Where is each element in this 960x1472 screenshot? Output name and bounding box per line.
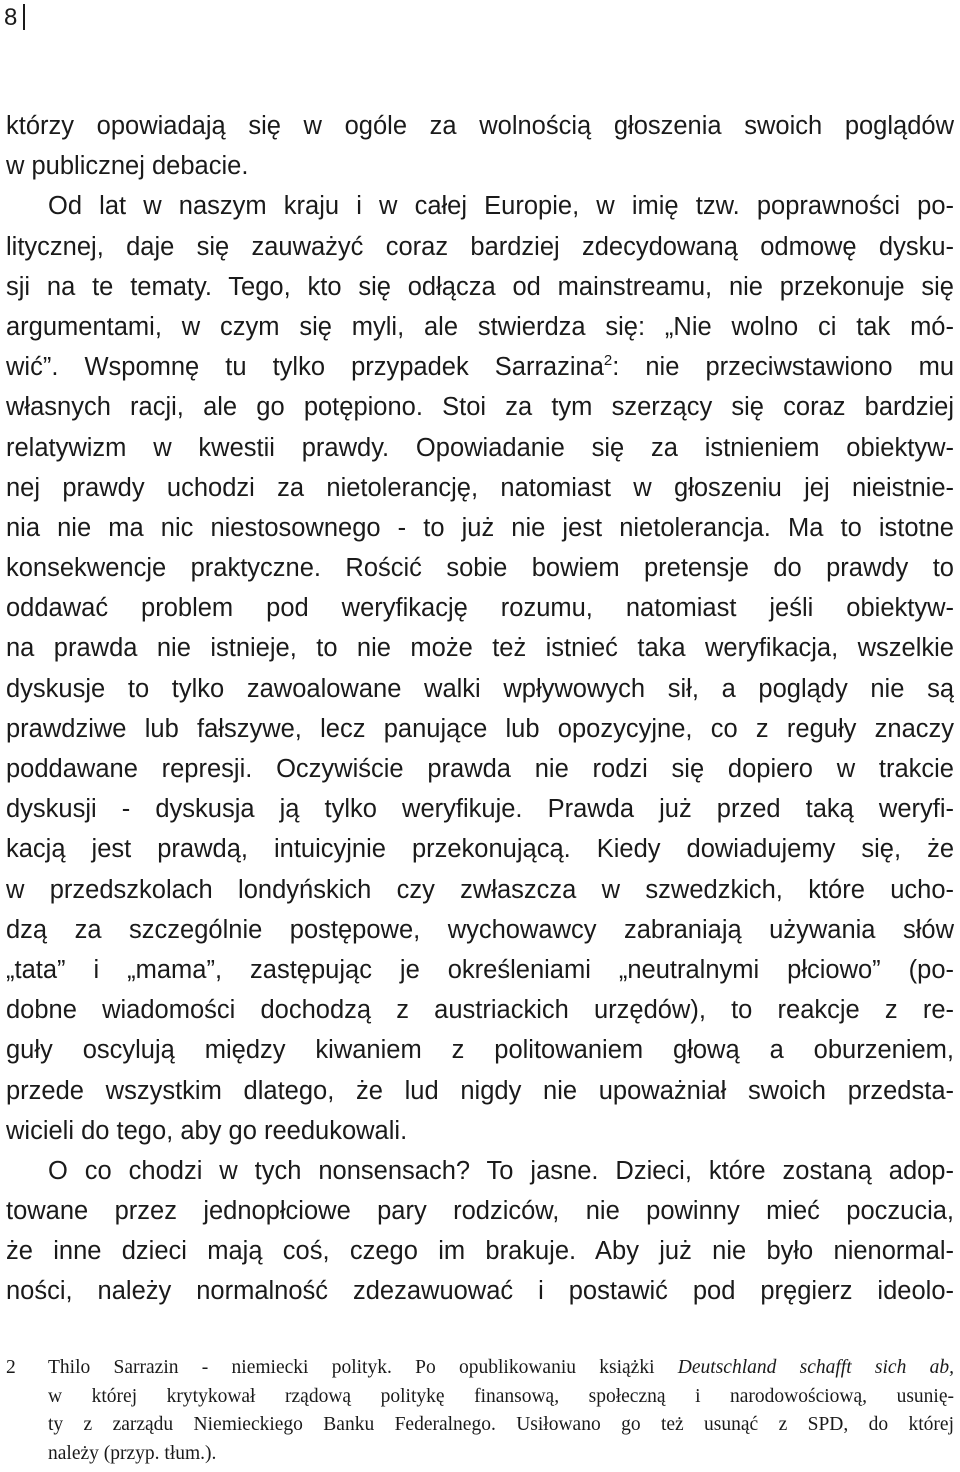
body-line: w publicznej debacie. (6, 152, 249, 181)
body-line: na prawda nie istnieje, to nie może też istnieć taka weryfikacja, wszelkie (6, 634, 954, 663)
footnote-line: ty z zarządu Niemieckiego Banku Federalnego. Usiłowano go też usunąć z SPD, do której (48, 1414, 954, 1435)
body-line: ności, należy normalność zdezawuować i postawić pod pręgierz ideolo- (6, 1277, 954, 1306)
body-line: relatywizm w kwestii prawdy. Opowiadanie się za istnieniem obiektyw- (6, 433, 954, 462)
book-title: Deutschland schafft sich ab, (677, 1357, 954, 1378)
page-number (4, 2, 25, 34)
body-line: litycznej, daje się zauważyć coraz bardziej zdecydowaną odmowę dysku- (6, 232, 954, 261)
body-line: poddawane represji. Oczywiście prawda nie rodzi się dopiero w trakcie (6, 755, 954, 783)
body-line: „tata” i „mama”, zastępując je określeniami „neutralnymi płciowo” (po- (6, 955, 954, 984)
page-number-divider (23, 4, 25, 30)
footnote-line (6, 1354, 954, 1383)
body-line: O co chodzi w tych nonsensach? To jasne. Dzieci, które zostaną adop- (48, 1156, 954, 1185)
footnote-line: w której krytykował rządową politykę finansową, społeczną i narodowościową, usunię- (48, 1385, 954, 1407)
footnote-line-text: Thilo Sarrazin - niemiecki polityk. Po opublikowaniu książki Deutschland schafft sich ab, (48, 1357, 954, 1378)
body-line: konsekwencje praktyczne. Rościć sobie bowiem pretensje do prawdy to (6, 554, 954, 583)
body-line: prawdziwe lub fałszywe, lecz panujące lub opozycyjne, co z reguły znaczy (6, 714, 954, 743)
body-line: argumentami, w czym się myli, ale stwierdza się: „Nie wolno ci tak mó- (6, 312, 954, 341)
body-line: kacją jest prawdą, intuicyjnie przekonującą. Kiedy dowiadujemy się, że (6, 835, 954, 864)
body-line-with-footnote-ref (6, 347, 954, 387)
body-line: sji na te tematy. Tego, kto się odłącza od mainstreamu, nie przekonuje się (6, 272, 954, 301)
body-text (6, 106, 954, 1312)
footnote-reference[interactable]: 2 (603, 352, 613, 370)
body-line: nia nie ma nic niestosownego - to już nie jest nietolerancja. Ma to istotne (6, 513, 954, 542)
body-line: oddawać problem pod weryfikację rozumu, natomiast jeśli obiektyw- (6, 594, 954, 623)
body-line: w przedszkolach londyńskich czy zwłaszcza w szwedzkich, które ucho- (6, 875, 954, 904)
body-line: dyskusji - dyskusja ją tylko weryfikuje. Prawda już przed taką weryfi- (6, 795, 954, 824)
body-line: że inne dzieci mają coś, czego im brakuje. Aby już nie było nienormal- (6, 1237, 954, 1266)
body-line: Od lat w naszym kraju i w całej Europie, w imię tzw. poprawności po- (48, 192, 954, 221)
body-line: wicieli do tego, aby go reedukowali. (6, 1116, 408, 1145)
footnote-mark: 2 (6, 1357, 16, 1378)
body-line: przede wszystkim dlatego, że lud nigdy nie upoważniał swoich przedsta- (6, 1076, 954, 1105)
body-line: towane przez jednopłciowe pary rodziców, nie powinny mieć poczucia, (6, 1197, 954, 1226)
body-line: którzy opowiadają się w ogóle za wolnością głoszenia swoich poglądów (6, 112, 954, 140)
body-line: dyskusje to tylko zawoalowane walki wpływowych sił, a poglądy nie są (6, 674, 954, 703)
page-number-text: 8 (4, 4, 18, 31)
footnote-line: należy (przyp. tłum.). (48, 1442, 217, 1464)
body-line: nej prawdy uchodzi za nietolerancję, natomiast w głoszeniu jej nieistnie- (6, 473, 954, 502)
footnote (6, 1354, 954, 1468)
body-line: dobne wiadomości dochodzą z austriackich urzędów), to reakcje z re- (6, 996, 954, 1025)
body-line-text: wić”. Wspomnę tu tylko przypadek Sarrazina (6, 353, 604, 382)
body-line: dzą za szczególnie postępowe, wychowawcy zabraniają używania słów (6, 915, 954, 944)
body-line: guły oscylują między kiwaniem z politowaniem głową a oburzeniem, (6, 1036, 954, 1065)
body-line: własnych racji, ale go potępiono. Stoi za tym szerzący się coraz bardziej (6, 393, 954, 422)
body-line-text-tail: : nie przeciwstawiono mu (612, 353, 954, 382)
